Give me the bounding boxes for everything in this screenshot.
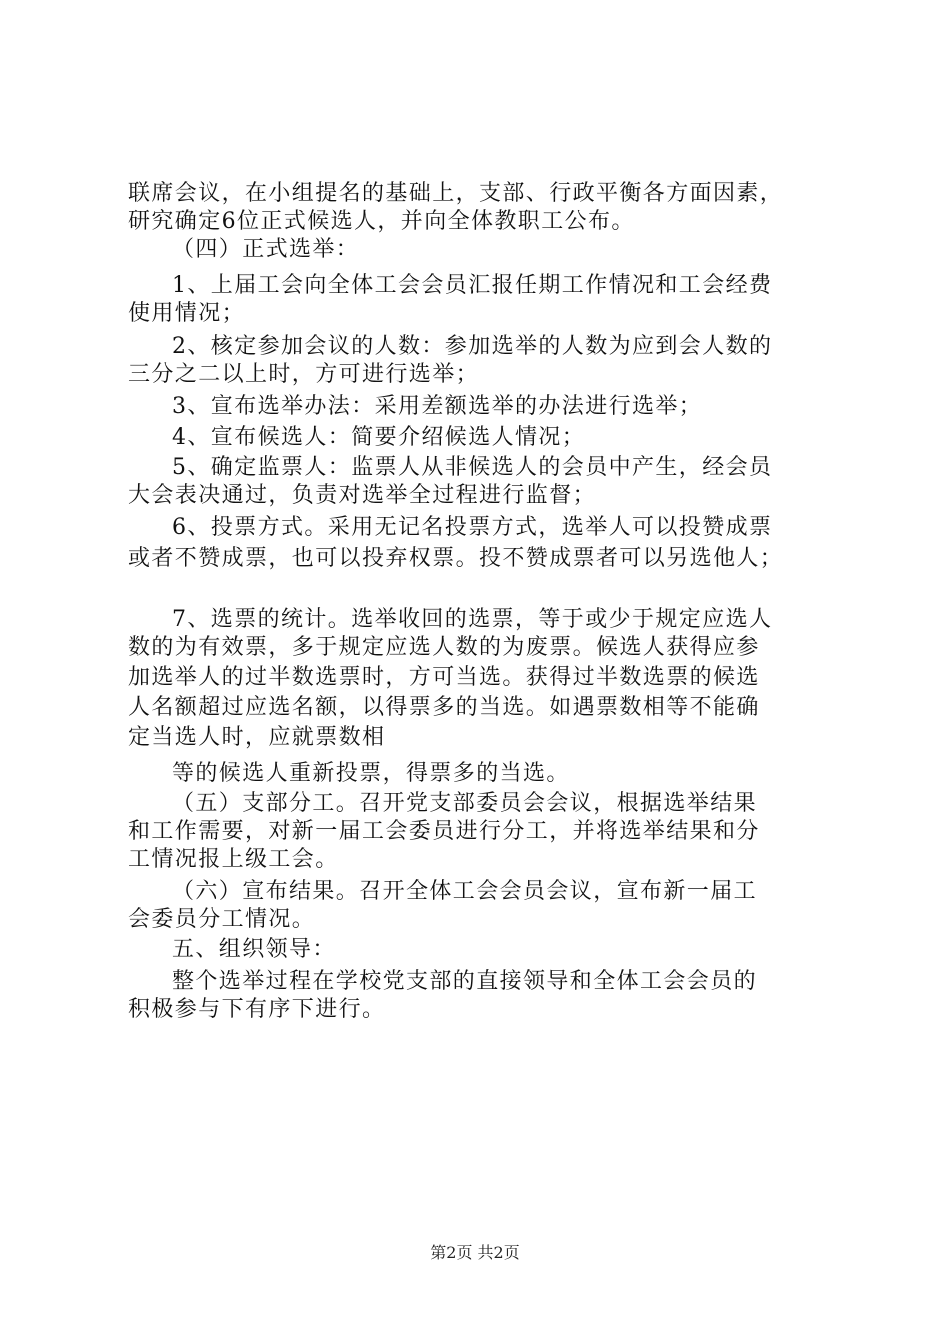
body-line: 大会表决通过，负责对选举全过程进行监督； xyxy=(128,483,597,508)
list-item: 6、投票方式。采用无记名投票方式，选举人可以投赞成票 xyxy=(172,515,773,540)
body-line: 和工作需要，对新一届工会委员进行分工，并将选举结果和分 xyxy=(128,819,760,844)
body-line: 整个选举过程在学校党支部的直接领导和全体工会会员的 xyxy=(172,969,758,994)
section-heading: 五、组织领导： xyxy=(172,937,336,962)
body-line: 会委员分工情况。 xyxy=(128,907,316,932)
body-line: 数的为有效票，多于规定应选人数的为废票。候选人获得应参 xyxy=(128,635,760,660)
body-line: 积极参与下有序下进行。 xyxy=(128,997,386,1022)
section-heading: （五）支部分工。召开党支部委员会会议，根据选举结果 xyxy=(172,791,758,816)
body-line: 使用情况； xyxy=(128,301,246,326)
body-line: 加选举人的过半数选票时，方可当选。获得过半数选票的候选 xyxy=(128,665,760,690)
body-line: 定当选人时，应就票数相 xyxy=(128,725,386,750)
section-heading: （四）正式选举： xyxy=(172,237,360,262)
list-item: 4、宣布候选人：简要介绍候选人情况； xyxy=(172,425,586,450)
body-line: 联席会议，在小组提名的基础上，支部、行政平衡各方面因素， xyxy=(128,181,784,206)
list-item: 2、核定参加会议的人数：参加选举的人数为应到会人数的 xyxy=(172,334,773,359)
list-item: 3、宣布选举办法：采用差额选举的办法进行选举； xyxy=(172,394,703,419)
body-line: 研究确定6位正式候选人，并向全体教职工公布。 xyxy=(128,209,635,234)
page-number-footer: 第2页 共2页 xyxy=(430,1243,520,1262)
body-line: 三分之二以上时，方可进行选举； xyxy=(128,362,480,387)
list-item: 7、选票的统计。选举收回的选票，等于或少于规定应选人 xyxy=(172,607,773,632)
body-line: 人名额超过应选名额，以得票多的当选。如遇票数相等不能确 xyxy=(128,695,760,720)
list-item: 1、上届工会向全体工会会员汇报任期工作情况和工会经费 xyxy=(172,273,773,298)
list-item: 5、确定监票人：监票人从非候选人的会员中产生，经会员 xyxy=(172,455,773,480)
body-line: 等的候选人重新投票，得票多的当选。 xyxy=(172,761,570,786)
body-line: 工情况报上级工会。 xyxy=(128,847,339,872)
body-line: 或者不赞成票，也可以投弃权票。投不赞成票者可以另选他人； xyxy=(128,546,784,571)
section-heading: （六）宣布结果。召开全体工会会员会议，宣布新一届工 xyxy=(172,879,758,904)
